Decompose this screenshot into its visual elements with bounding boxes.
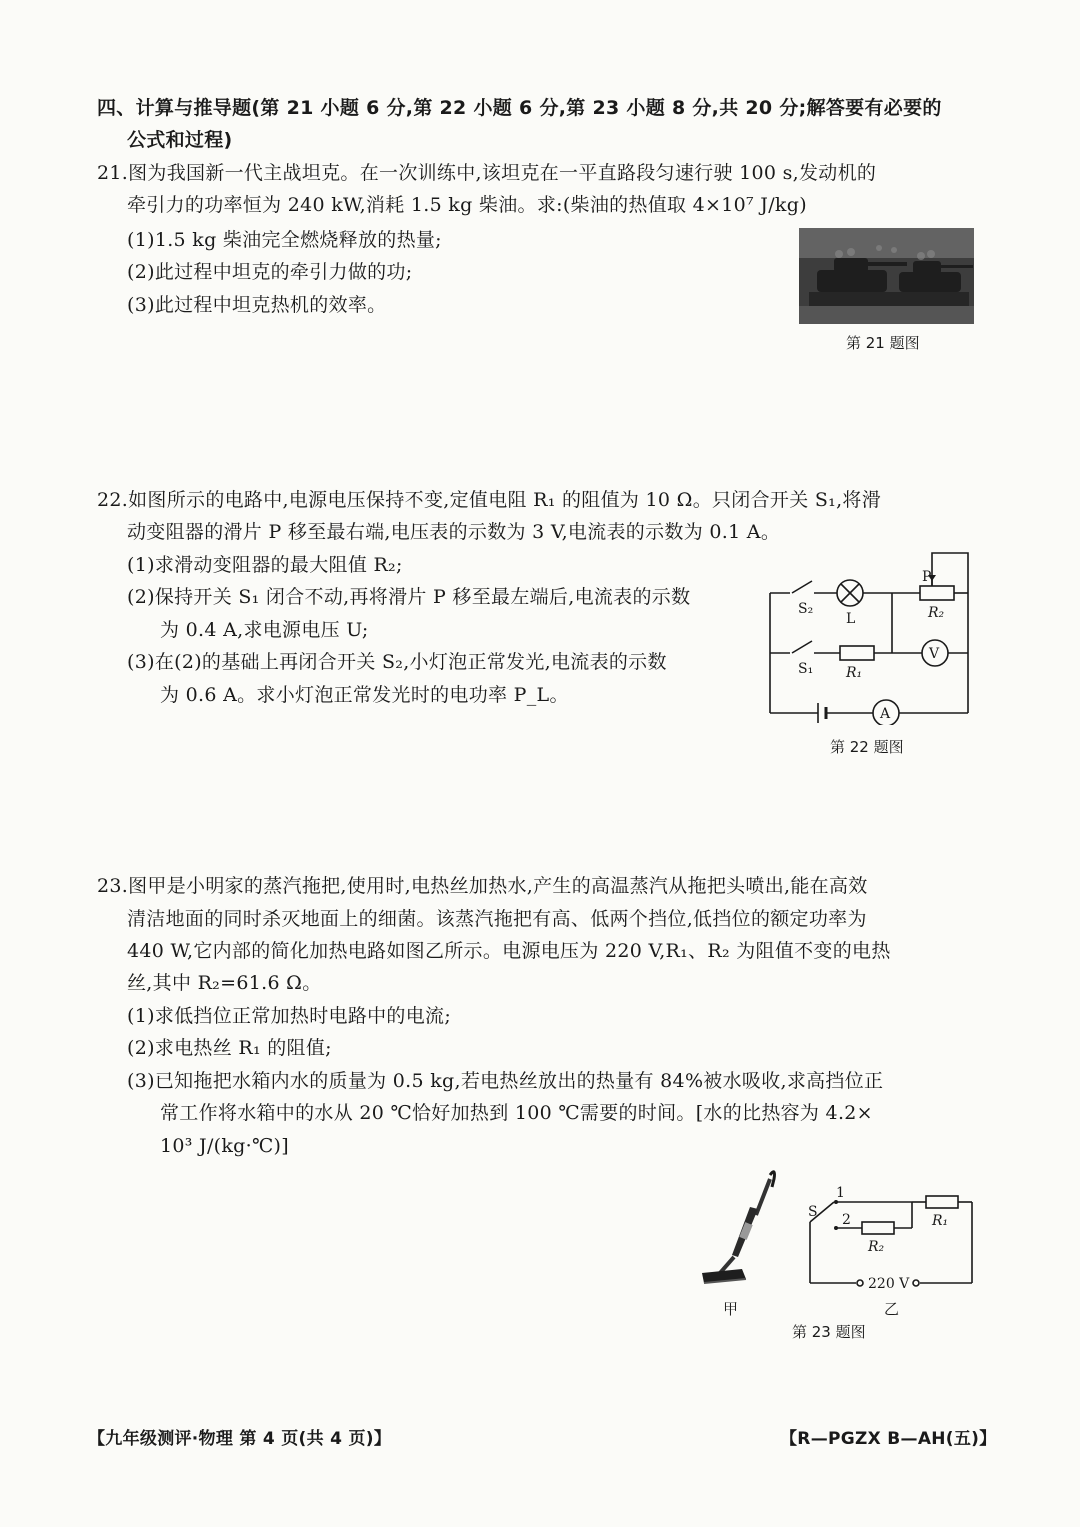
label-1: 1 bbox=[836, 1185, 845, 1201]
q23-line1: 23.图甲是小明家的蒸汽拖把,使用时,电热丝加热水,产生的高温蒸汽从拖把头喷出,能在高效 bbox=[97, 875, 868, 897]
q23-sub2: (2)求电热丝 R₁ 的阻值; bbox=[127, 1037, 332, 1059]
q22-sub2a: (2)保持开关 S₁ 闭合不动,再将滑片 P 移至最左端后,电流表的示数 bbox=[127, 586, 691, 608]
q22-sub3a: (3)在(2)的基础上再闭合开关 S₂,小灯泡正常发光,电流表的示数 bbox=[127, 651, 667, 673]
q23-sub1: (1)求低挡位正常加热时电路中的电流; bbox=[127, 1005, 452, 1027]
q23-figure-caption: 第 23 题图 bbox=[792, 1323, 866, 1341]
label-source: 220 V bbox=[868, 1276, 910, 1290]
label-s1: S₁ bbox=[798, 661, 814, 677]
q23-circuit-diagram bbox=[800, 1180, 985, 1290]
q23-sub3b: 常工作将水箱中的水从 20 ℃恰好加热到 100 ℃需要的时间。[水的比热容为 4.2× bbox=[160, 1102, 873, 1124]
terminal-left bbox=[857, 1280, 863, 1286]
section-title-line1: 四、计算与推导题(第 21 小题 6 分,第 22 小题 6 分,第 23 小题 8 分,共 20 分;解答要有必要的 bbox=[97, 97, 942, 119]
resistor-r1 bbox=[926, 1196, 958, 1208]
q23-line3: 440 W,它内部的简化加热电路如图乙所示。电源电压为 220 V,R₁、R₂ 为阻值不变的电热 bbox=[127, 940, 891, 962]
steam-mop-icon bbox=[690, 1165, 790, 1290]
label-2: 2 bbox=[842, 1212, 851, 1228]
q21-sub3: (3)此过程中坦克热机的效率。 bbox=[127, 294, 387, 316]
q22-circuit-diagram bbox=[760, 545, 980, 725]
switch-s1 bbox=[792, 641, 812, 653]
q21-line2: 牵引力的功率恒为 240 kW,消耗 1.5 kg 柴油。求:(柴油的热值取 4×10⁷ J/kg) bbox=[127, 194, 807, 216]
label-r1: R₁ bbox=[846, 665, 863, 681]
q21-sub1: (1)1.5 kg 柴油完全燃烧释放的热量; bbox=[127, 229, 442, 251]
q21-line1: 21.图为我国新一代主战坦克。在一次训练中,该坦克在一平直路段匀速行驶 100 s,发动机的 bbox=[97, 162, 877, 184]
label-a: A bbox=[880, 706, 891, 722]
q23-label-jia: 甲 bbox=[723, 1300, 739, 1318]
q21-figure-caption: 第 21 题图 bbox=[846, 334, 920, 352]
q21-sub2: (2)此过程中坦克的牵引力做的功; bbox=[127, 261, 413, 283]
q23-sub3a: (3)已知拖把水箱内水的质量为 0.5 kg,若电热丝放出的热量有 84%被水吸收,求高挡位正 bbox=[127, 1070, 884, 1092]
label-r2: R₂ bbox=[928, 605, 945, 621]
q22-line1: 22.如图所示的电路中,电源电压保持不变,定值电阻 R₁ 的阻值为 10 Ω。只闭合开关 S₁,将滑 bbox=[97, 489, 882, 511]
terminal-right bbox=[913, 1280, 919, 1286]
q23-line4: 丝,其中 R₂=61.6 Ω。 bbox=[127, 972, 322, 994]
q22-sub2b: 为 0.4 A,求电源电压 U; bbox=[160, 619, 369, 641]
q22-sub3b: 为 0.6 A。求小灯泡正常发光时的电功率 P_L。 bbox=[160, 684, 569, 706]
q22-line2: 动变阻器的滑片 P 移至最右端,电压表的示数为 3 V,电流表的示数为 0.1 A。 bbox=[127, 521, 781, 543]
footer-right: 【R—PGZX B—AH(五)】 bbox=[780, 1429, 997, 1449]
q23-sub3c: 10³ J/(kg·℃)] bbox=[160, 1135, 289, 1157]
tank-photo bbox=[799, 228, 974, 324]
q23-line2: 清洁地面的同时杀灭地面上的细菌。该蒸汽拖把有高、低两个挡位,低挡位的额定功率为 bbox=[127, 908, 867, 930]
q22-figure-caption: 第 22 题图 bbox=[830, 738, 904, 756]
resistor-r1 bbox=[840, 646, 874, 660]
label-r2: R₂ bbox=[868, 1239, 885, 1255]
footer-left: 【九年级测评·物理 第 4 页(共 4 页)】 bbox=[88, 1429, 392, 1449]
label-lamp: L bbox=[846, 611, 856, 627]
q22-sub1: (1)求滑动变阻器的最大阻值 R₂; bbox=[127, 554, 403, 576]
q23-label-yi: 乙 bbox=[884, 1300, 900, 1318]
label-p: P bbox=[922, 569, 932, 585]
switch-s2 bbox=[792, 581, 812, 593]
label-s2: S₂ bbox=[798, 601, 814, 617]
label-s: S bbox=[808, 1204, 818, 1220]
label-r1: R₁ bbox=[932, 1213, 949, 1229]
section-title-line2: 公式和过程) bbox=[127, 129, 233, 151]
resistor-r2 bbox=[862, 1222, 894, 1234]
rheostat-r2 bbox=[920, 586, 954, 600]
label-v: V bbox=[929, 646, 940, 662]
